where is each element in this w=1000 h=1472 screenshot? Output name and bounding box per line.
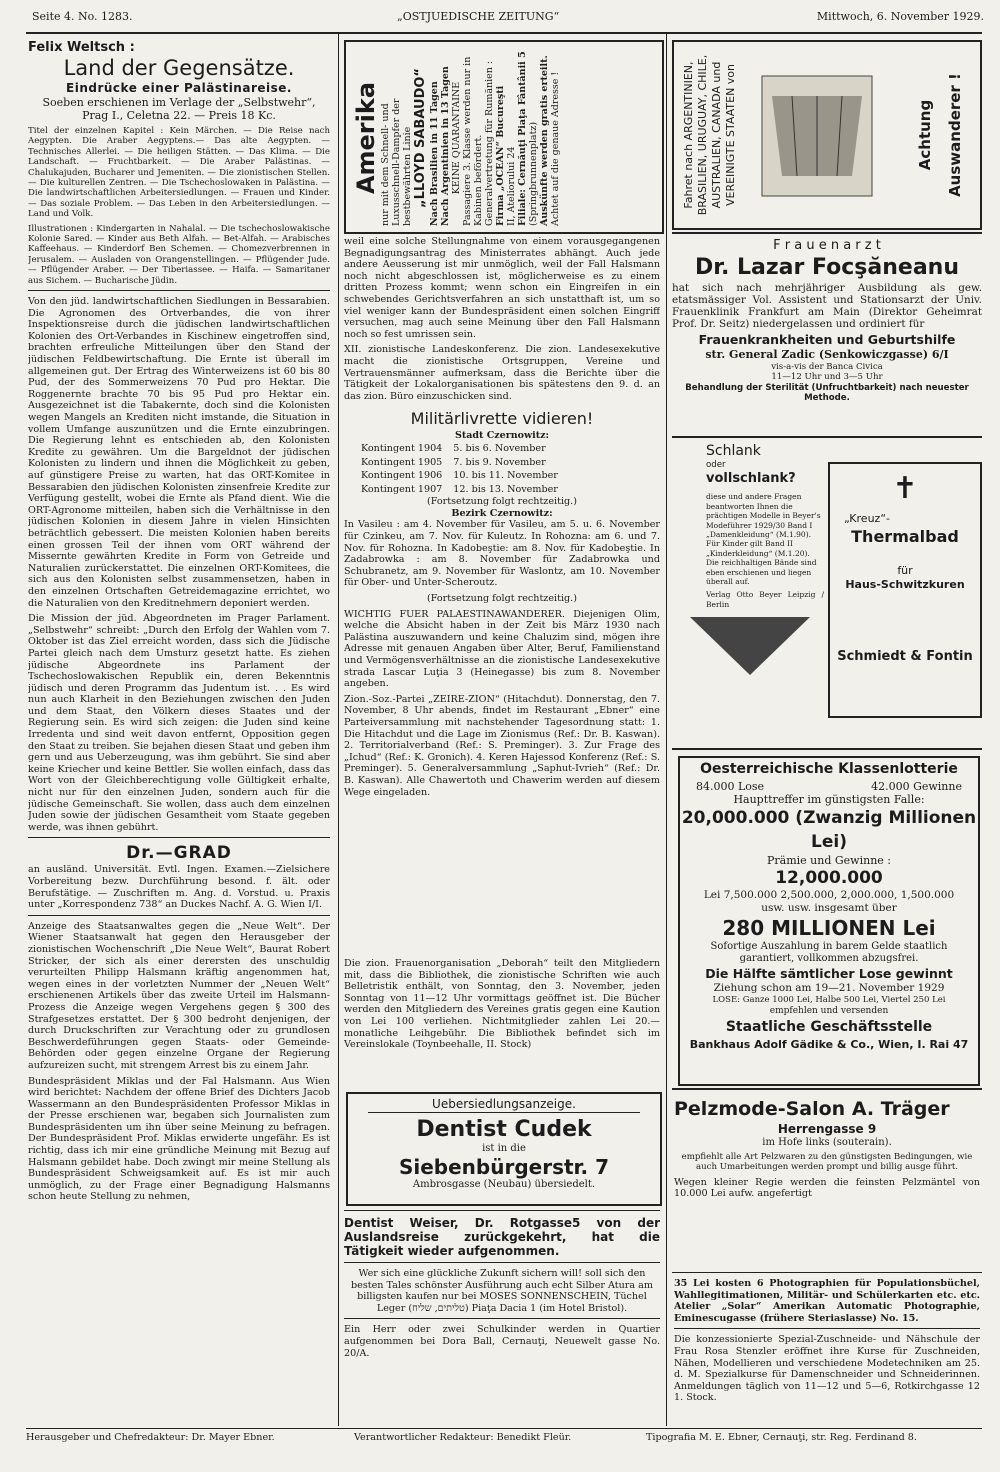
article-deborah: Die zion. Frauenorganisation „Deborah“ teilt den Mitgliedern mit, dass die Bibliothek, die zionistische Schriften wie auch Belletristik enthält, von Sonntag, den 3. November, jeden Sonntag von 11—12 Uhr vormittags geöffnet ist. Die Bücher werden den Mitgliedern des Vereines gratis gegen eine Kaution von Lei 100 verliehen. Nichtmitglieder zahlen Lei 20.— monatliche Leihgebühr. Die Bibliothek befindet sich im Vereinslokale (Toynbeehalle, II. Stock) (344, 958, 660, 1051)
lotterie-big: 20,000.000 (Zwanzig Millionen Lei) (681, 808, 977, 852)
footer-editor: Verantwortlicher Redakteur: Benedikt Fleür. (354, 1432, 572, 1443)
divider (672, 232, 982, 234)
article-miklas-continued: weil eine solche Stellungnahme von einem vorausgegangenen Begnadigungsantrag des Ministerrates abhängt. Auch jede andere Aeusserung ist mir unmöglich, weil der Fall Halsmann noch nicht abgeschlossen ist, möglicherweise es zu einem dritten Prozess kommt; wenn schon ein Eingreifen in ein schwebendes Gerichtsverfahren an sich unstatthaft ist, um so viel weniger kann der Bundespräsident einen solchen Eingriff versuchen, mag auch seine Meinung über den Fall Halsmann noch so fest umrissen sein. (344, 236, 660, 340)
cudek-top: Uebersiedlungsanzeige. (368, 1096, 640, 1113)
lotterie-ziehung: Ziehung schon am 19—21. November 1929 (713, 982, 945, 994)
footer-rule (26, 1428, 982, 1429)
amerika-argentina: Nach Argentinien in 13 Tagen (440, 66, 451, 226)
kontingent-table (360, 442, 559, 496)
header-rule (26, 32, 982, 34)
achtung-text: Fahret nach ARGENTINIEN, BRASILIEN, URUGUAY, CHILE, AUSTRALIEN, CANADA und VEREINIGTE STAATEN von (682, 54, 737, 216)
ball-ad: Ein Herr oder zwei Schulkinder werden in Quartier aufgenommen bei Dora Ball, Cernauţi, Neuewelt gasse No. 20/A. (344, 1324, 660, 1359)
divider (674, 1328, 980, 1329)
lotterie-haupt: Haupttreffer im günstigsten Falle: (733, 793, 925, 806)
header-newspaper-title: „OSTJUEDISCHE ZEITUNG“ (397, 10, 560, 23)
weltsch-book-ad (28, 40, 330, 286)
focs-frauenarzt: F r a u e n a r z t (773, 238, 881, 253)
traeger-hof: im Hofe links (souterain). (762, 1137, 892, 1148)
kreuz-haus: Haus-Schwitzkuren (845, 578, 965, 591)
lotterie-prices: LOSE: Ganze 1000 Lei, Halbe 500 Lei, Viertel 250 Lei (712, 995, 946, 1005)
divider (672, 1088, 982, 1090)
kreuz-label: „Kreuz“- (844, 512, 890, 525)
lotterie-counts (680, 780, 978, 793)
left-column (28, 40, 330, 1426)
header-page-number: Seite 4. No. 1283. (32, 10, 133, 23)
table-row: Kontingent 1904 5. bis 6. November (361, 442, 546, 454)
militaer-fortsetzung-2: (Fortsetzung folgt rechtzeitig.) (427, 593, 577, 605)
kreuz-thermalbad: Thermalbad (851, 527, 959, 546)
amerika-address: II, Ateliorului 24 (506, 146, 517, 226)
table-row: Kontingent 1907 12. bis 13. November (361, 483, 558, 495)
article-konferenz: XII. zionistische Landeskonferenz. Die zion. Landesexekutive macht die zionistische Ortsgruppen, Vereine und Vertrauensmänner aufmerksam, dass die Berichte über die Tätigkeit der Lokalorganisationen bis spätestens den 9. d. an das zion. Büro einzuschicken sind. (344, 344, 660, 402)
focs-text: hat sich nach mehrjähriger Ausbildung als gew. etatsmässiger Vol. Assistent und Stationsarzt der Univ. Frauenklinik Frankfurt am Main (Direktor Geheimrat Prof. Dr. Seitz) niedergelassen und ordiniert für (672, 282, 982, 330)
schlank-verlag: Verlag Otto Beyer Leipzig / Berlin (706, 590, 824, 609)
lotterie-gewinne: 42.000 Gewinne (871, 780, 962, 793)
lotterie-sofort: Sofortige Auszahlung in barem Gelde staatlich garantiert, vollkommen abzugsfrei. (710, 941, 948, 964)
table-row: Kontingent 1905 7. bis 9. November (361, 456, 546, 468)
footer-publisher: Herausgeber und Chefredakteur: Dr. Mayer Ebner. (26, 1432, 275, 1443)
weltsch-subtitle: Eindrücke einer Palästinareise. (66, 81, 292, 95)
achtung-title: Achtung Auswanderer ! (916, 73, 964, 197)
column-divider-right (666, 34, 667, 1426)
amerika-line: „LLOYD SABAUDO“ (413, 68, 428, 208)
schlank-voll: vollschlank? (706, 471, 796, 487)
header-date: Mittwoch, 6. November 1929. (816, 10, 984, 23)
divider (672, 748, 982, 750)
amerika-brazil: Nach Brasilien in 11 Tagen (429, 81, 440, 226)
lotterie-haelfte: Die Hälfte sämtlicher Lose gewinnt (705, 966, 953, 981)
article-wichtig: WICHTIG FUER PALAESTINAWANDERER. Diejenigen Olim, welche die Absicht haben in der Zeit bis März 1930 nach Palästina auszuwandern und keine Chaluzim sind, mögen ihre Adresse mit genauen Angaben über Alter, Beruf, Familienstand und Vermögensverhältnisse an die zionistische Landesexekutive strada Lascar Luţia 3 (Heinegasse) bis zum 8. November angeben. (344, 608, 660, 690)
middle-column-deborah (344, 958, 660, 1088)
cross-icon: ✝ (892, 471, 918, 506)
divider (672, 1272, 982, 1273)
article-anzeige: Anzeige des Staatsanwaltes gegen die „Neue Welt“. Der Wiener Staatsanwalt hat gegen den Herausgeber der zionistischen Wochenschrift „Die Neue Welt“, Baurat Robert Stricker, der sich als einer derersten des unschuldig verurteilten Philipp Halsmann kräftig angenommen hat, wegen eines in der vorletzten Nummer der „Neuen Welt“ erschienenen Artikels über das zweite Urteil im Halsmann-Prozess die Anzeige wegen Vergehens gegen § 300 des Strafgesetzes erstattet. Der § 300 bedroht denjenigen, der durch Druckschriften zur Verachtung oder zu grundlosen Beschwerdeführungen gegen Staats- oder Gemeinde-Behörden oder gegen einzelne Organe der Regierung aufzureizen sucht, mit strengem Arrest bis zu einem Jahr. (28, 920, 330, 1071)
lotterie-ad (678, 756, 980, 1086)
amerika-firma: Firma „OCEAN“ Bucureşti (495, 85, 506, 226)
lotterie-empfehlen: empfehlen und versenden (769, 1006, 889, 1016)
schlank-ad (676, 442, 824, 746)
lotterie-millionen: 280 MILLIONEN Lei (722, 916, 936, 940)
ship-icon (742, 56, 892, 216)
amerika-quarantine: KEINE QUARANTAINE (451, 81, 462, 195)
grad-title: Dr.—GRAD (126, 843, 232, 864)
divider (344, 1210, 660, 1211)
lotterie-lose: 84.000 Lose (696, 780, 765, 793)
lotterie-bank: Bankhaus Adolf Gädike & Co., Wien, I. Rai 47 (689, 1038, 969, 1051)
footer-printer: Tipografia M. E. Ebner, Cernauţi, str. Reg. Ferdinand 8. (646, 1432, 917, 1443)
lotterie-title: Oesterreichische Klassenlotterie (700, 761, 958, 777)
focs-vis: vis-a-vis der Banca Civica (771, 362, 883, 372)
militaer-bezirk-text: In Vasileu : am 4. November für Vasileu, am 5. u. 6. November für Czinkeu, am 7. Nov. für Kuleutz. In Rohozna: am 6. und 7. Nov. für Rohozna. In Kadobeştie: am 8. Nov. für Kadobeştie. In Zadabrowka : am 8. November für Zadabrowka und Schubranetz, am 9. November für Waslontz, am 10. November für Ober- und Unter-Scheroutz. (344, 519, 660, 589)
cudek-ambros: Ambrosgasse (Neubau) übersiedelt. (412, 1179, 596, 1190)
weltsch-chapters: Titel der einzelnen Kapitel : Kein Märchen. — Die Reise nach Aegypten. Die Araber Aegyptens.— Das alte Aegypten. — Technisches Allerlei. — Die heiligen Stätten. — Das Klima. — Die Landschaft. — Fruchtbarkeit. — Die Araber Palästinas. — Chalukajuden, Bucharer und Jemeniten. — Die zionistischen Stellen. — Die kulturellen Zentren. — Die Tschechoslowaken in Palästina. — Die landwirtschaftlichen Arbeitersiedlungen. — Frauen und Kinder. — Das soziale Problem. — Das Leben in den Arbeitersiedlungen. — Land und Volk. (28, 126, 330, 220)
kreuz-ad (828, 462, 982, 718)
cudek-ist: ist in die (482, 1143, 526, 1154)
divider (28, 290, 330, 291)
weltsch-author: Felix Weltsch : (28, 40, 135, 55)
divider (344, 1262, 660, 1263)
divider (344, 1318, 660, 1319)
traeger-ad (674, 1096, 980, 1268)
weltsch-publisher: Soeben erschienen im Verlage der „Selbstwehr“, (42, 96, 316, 109)
schlank-text: diese und andere Fragen beantworten Ihnen die prächtigen Modelle in Beyer's Modeführer 1929/30 Band I „Damenkleidung“ (M.1.90). Für Kinder gilt Band II „Kinderkleidung“ (M.1.20). Die reichhaltigen Bände sind eben erschienen und liegen überall auf. (706, 492, 821, 587)
weltsch-title: Land der Gegensätze. (63, 56, 295, 80)
middle-column-bottom (344, 1208, 660, 1426)
kreuz-firm: Schmiedt & Fontin (837, 649, 973, 664)
traeger-name: Pelzmode-Salon A. Träger (674, 1098, 950, 1120)
militaer-stadt: Stadt Czernowitz: (454, 430, 550, 442)
lotterie-praemie: Prämie und Gewinne : (767, 854, 891, 867)
ship-illustration (742, 56, 892, 216)
article-mission: Die Mission der jüd. Abgeordneten im Prager Parlament. „Selbstwehr“ schreibt: „Durch den Erfolg der Wahlen vom 7. Oktober ist das Ziel erreicht worden, dass sich die Jüdische Partei gleich nach dem Umsturz gesetzt hatte. Es ziehen jüdische Abgeordnete ins Parlament der Tschechoslowakischen Republik ein, deren Bekenntnis jüdisch und deren Programm das Judentum ist. . . Es wird nun auch Klarheit in den Beziehungen zwischen den Juden und dem Staat, den Völkern dieses Staates und der Regierung sein. Es wird sich zeigen: die Juden sind keine Irredenta und sind weit davon entfernt, Opposition gegen den Staat zu treiben. Sie bejahen diesen Staat und geben ihm gern und aus Ueberzeugung, was ihm gebührt. Sie sind aber keine Kriecher und keine Bettler. Sie wollen einfach, dass das Wort von der Gleichberechtigung volle Gültigkeit erhalte, nicht nur für den einzelnen Juden, sondern auch für die jüdische Gemeinschaft. Sie wollen, dass auch dem einzelnen Juden sowie der jüdischen Gesamtheit vom Staate gegeben werde, was ihnen gebührt. (28, 613, 330, 833)
traeger-text1: empfiehlt alle Art Pelzwaren zu den günstigsten Bedingungen, wie auch Umarbeitungen werden prompt und billig ausge führt. (681, 1152, 973, 1173)
achtung-ad (672, 40, 982, 230)
cudek-street: Siebenbürgerstr. 7 (398, 1155, 610, 1179)
middle-column-text (344, 236, 660, 802)
column-divider-left (338, 34, 339, 1426)
traeger-text2: Wegen kleiner Regie werden die feinsten Pelzmäntel von 10.000 Lei aufw. angefertigt (674, 1176, 980, 1200)
grad-ad: an ausländ. Universität. Evtl. Ingen. Examen.—Zielsichere Vorbereitung bezw. Durchführung besond. f. ält. oder Berufstätige. — Zuschriften m. Ang. d. Vorstud. u. Praxis unter „Korrespondenz 738“ an Duckes Nachf. A. G. Wien I/I. (28, 864, 330, 911)
focs-address: str. General Zadic (Senkowiczgasse) 6/I (705, 348, 949, 361)
focs-sterility: Behandlung der Sterilität (Unfruchtbarkeit) nach neuester Methode. (685, 382, 969, 404)
amerika-filiale2: (Springbrunnenplatz) (528, 121, 539, 226)
amerika-passengers: Passagiere 3. Klasse werden nur in Kabinen befördert. (462, 56, 484, 226)
article-miklas: Bundespräsident Miklas und der Fal Halsmann. Aus Wien wird berichtet: Nachdem der offene Brief des Dichters Jacob Wassermann an den Bundespräsidenten Professor Miklas in der Presse erschienen war, begaben sich Journalisten zum Bundespräsidenten um ihn über seine Meinung zu befragen. Der Bundespräsident Prof. Miklas erwiderte ungefähr. Es ist richtig, dass ich mir eine gründliche Meinung mit Bezug auf Halsmann gebildet habe. Doch zwingt mir meine Stellung als Bundespräsident Schweigsamkeit auf. Es ist mir auch unmöglich, zu der Frage einer Begnadigung Halsmanns schon heute Stellung zu nehmen, (28, 1075, 330, 1203)
divider (28, 915, 330, 916)
militaer-fortsetzung-1: (Fortsetzung folgt rechtzeitig.) (427, 496, 577, 508)
page-header (32, 10, 984, 28)
moses-ad: Wer sich eine glückliche Zukunft sichern will! soll sich den besten Tales schönster Ausführung auch echt Silber Atura am billigsten kaufen nur bei MOSES SONNENSCHEIN, Tüchel Leger (טליתים, שליח) Piaţa Dacia 1 (im Hotel Bristol). (351, 1268, 653, 1314)
stenzler-ad: Die konzessionierte Spezial-Zuschneide- und Nähschule der Frau Rosa Stenzler eröffnet ihre Kurse für Zuschneiden, Nähen, Modellieren und verschiedene Modetechniken am 25. d. M. Spezialkurse für Damenschneider und Schneiderinnen. Anmeldungen täglich von 11—12 und 5—6, Rotkirchgasse 12 1. Stock. (674, 1334, 980, 1404)
militaer-title: Militärlivrette vidieren! (410, 409, 594, 429)
amerika-adresse: Achtet auf die genaue Adresse ! (550, 71, 561, 226)
divider (28, 837, 330, 838)
article-zeire-zion: Zion.-Soz.-Partei „ZEIRE-ZION“ (Hitachdut). Donnerstag, den 7. November, 8 Uhr abends, findet im Restaurant „Ebner“ eine Parteiversammlung mit nachstehender Tagesordnung statt: 1. Die Hitachdut und die Lage im Zionismus (Ref.: Dr. B. Kaswan). 2. Territorialverband (Ref.: S. Preminger). 3. Zur Frage des „Ichud“ (Ref.: K. Gronich). 4. Keren Hajessod Konferenz (Ref.: S. Preminger). 5. Generalversammlung „Saphut-Ivrieh“ (Ref.: Dr. B. Kaswan). Alle Chawertoth und Chawerim werden auf diesem Wege eingeladen. (344, 693, 660, 798)
cudek-name: Dentist Cudek (416, 1117, 592, 1142)
weltsch-price: Prag I., Celetna 22. — Preis 18 Kc. (82, 109, 276, 122)
lotterie-usw: usw. usw. insgesamt über (761, 902, 897, 914)
focsaneanu-ad (672, 232, 982, 432)
article-ort: Von den jüd. landwirtschaftlichen Siedlungen in Bessarabien. Die Agronomen des Ortverbandes, die von ihrer Inspektionsreise durch die jüdischen landwirtschaftlichen Kolonien des Ort-Verbandes in Kischinew eingetroffen sind, brachten erfreuliche Mitteilungen über den Stand der jüdischen Feldbewirtschaftung. Die Ernte ist überall im allgemeinen gut. Der Ertrag des Winterweizens ist 60 bis 80 Pud, der des Sommerweizens 70 Pud pro Hektar. Die Roggenernte brachte 70 bis 95 Pud pro Hektar ein. Ausgezeichnet ist die Tabakernte, doch sind die Kolonisten wegen Mangels an Krediten nicht imstande, die Situation in vollem Umfange auszunützen und die Ernte einzubringen. Die Regierung lehnt es entschieden ab, den Kolonisten Kredite zu gewähren. Um die Bargeldnot der jüdischen Kolonisten zu lindern und ihnen die Möglichkeit zu geben, auf günstigere Preise zu warten, hat das ORT-Komitee in Bessarabien den jüdischen Kolonisten zinsenfreie Kredite zur Verfügung gestellt, wobei die Ernte als Pfand dient. Wie die ORT-Agronome mitteilen, haben sich die Verhältnisse in den jüdischen Kolonien in diesem Jahre in vielen Hinsichten beträchtlich gebessert. Die meisten Kolonien haben bereits einen grossen Teil der ihnen vom ORT während der Missernte gewährten Kredite in Form von Getreide und Naturalien zurückerstattet. Die einzelnen ORT-Komitees, die sich aus den Kolonisten selbst zusammensetzen, haben in den einzelnen Ortschaften Getreidemagazine errichtet, wo die Naturalien von den Kreditnehmern deponiert werden. (28, 296, 330, 609)
table-row: Kontingent 1906 10. bis 11. November (361, 470, 558, 482)
arrow-down-icon (676, 613, 824, 679)
focs-hours: 11—12 Uhr und 3—5 Uhr (771, 372, 883, 383)
amerika-sub: nur mit dem Schnell- und Luxusschnell-Dampfer der bestbewährten Linie (380, 98, 413, 226)
amerika-ad-rotated-content (352, 50, 656, 226)
militaer-bezirk: Bezirk Czernowitz: (451, 507, 553, 519)
page-footer (26, 1432, 980, 1450)
amerika-heading: Amerika (352, 81, 380, 195)
schlank-oder: oder (706, 460, 726, 470)
amerika-info: Auskünfte werden gratis erteilt. (539, 55, 550, 226)
cudek-ad (346, 1092, 662, 1206)
weiser-ad: Dentist Weiser, Dr. Rotgasse5 von der Auslandsreise zurückgekehrt, hat die Tätigkeit wieder aufgenommen. (344, 1216, 660, 1258)
focs-name: Dr. Lazar Focşăneanu (695, 255, 959, 280)
weltsch-illustrations: Illustrationen : Kindergarten in Nahalal. — Die tschechoslowakische Kolonie Sared. — Kinder aus Beth Alfah. — Bet-Alfah. — Arabisches Kaffeehaus. — Kinderdorf Ben Schemen. — Chomezverbrennen in Jerusalem. — Ausladen von Orangenstellingen. — Pflügender Jude. — Pflügender Araber. — Der Tiberiassee. — Haifa. — Samaritaner aus Sichem. — Bucharische Jüdin. (28, 223, 330, 286)
amerika-agency: Generalvertretung für Rumänien : (484, 60, 495, 226)
kreuz-fuer: für (897, 564, 913, 577)
right-column-bottom (674, 1278, 980, 1428)
amerika-filiale: Filiale: Cernăuţi Piaţa Fântânii 5 (517, 51, 528, 226)
solar-ad: 35 Lei kosten 6 Photographien für Populationsbüchel, Wahllegitimationen, Militär- und Schülerkarten etc. etc. Atelier „Solar“ Amerikan Automatic Photographie, Eminescugasse (frühere Steriaslasse) No. 15. (674, 1278, 980, 1324)
schlank-q: Schlank (706, 443, 761, 459)
divider (672, 436, 982, 438)
lotterie-12mio: 12,000.000 (775, 868, 883, 888)
lotterie-row: Lei 7,500.000 2,500.000, 2,000.000, 1,500.000 (703, 889, 955, 901)
amerika-ad (344, 40, 664, 234)
lotterie-staat: Staatliche Geschäftsstelle (725, 1019, 933, 1035)
traeger-address: Herrengasse 9 (777, 1122, 877, 1136)
focs-specialty: Frauenkrankheiten und Geburtshilfe (698, 332, 956, 347)
